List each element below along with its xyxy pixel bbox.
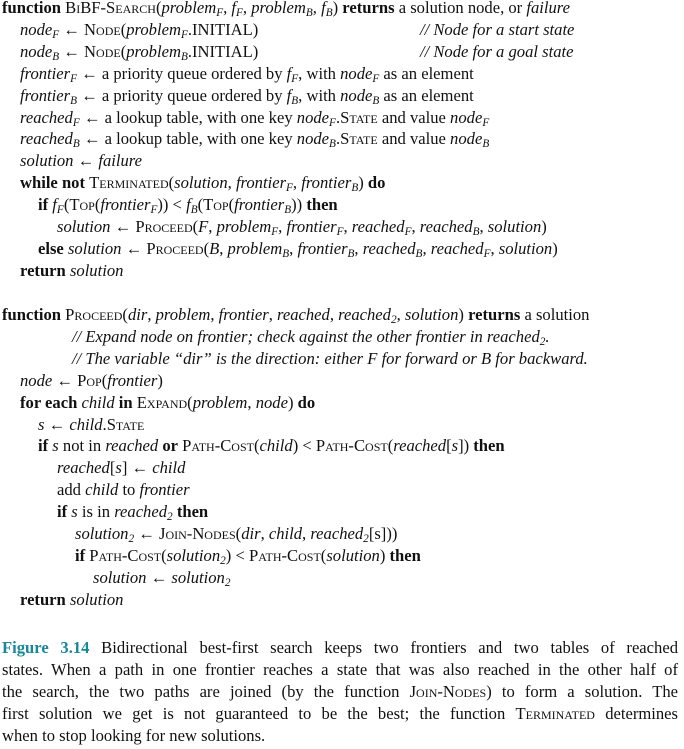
caption-line-1 (2, 659, 678, 681)
text: ← (44, 414, 70, 434)
function-name: Pop (77, 370, 102, 390)
text: , (292, 173, 302, 193)
function-name: Path-Cost (182, 436, 254, 456)
code-line (2, 0, 570, 18)
subscript: F (329, 116, 336, 129)
variable: child (268, 524, 303, 543)
variable: f (321, 0, 326, 17)
variable: reached (362, 238, 416, 258)
text: ) (332, 0, 343, 17)
code-line (20, 393, 315, 413)
function-name: Join-Nodes (409, 682, 487, 701)
variable: node (296, 129, 330, 149)
text: to (118, 480, 140, 500)
text: )) (291, 195, 307, 215)
function-name: Node (84, 19, 121, 39)
keyword: then (389, 545, 421, 565)
function-name: State (340, 129, 378, 149)
variable: solution (20, 151, 74, 171)
subscript: F (216, 7, 224, 20)
text: as an element (379, 85, 474, 105)
variable: // The variable “dir” is the direction: either F for forward or B for backward. (72, 348, 588, 368)
text: ) (287, 392, 298, 412)
keyword: function (2, 0, 62, 17)
code-comment: // Node for a goal state (420, 41, 574, 61)
subscript: B (52, 50, 60, 63)
text: a solution (520, 305, 590, 324)
text: ) (379, 545, 390, 565)
code-line (57, 502, 208, 522)
text: ← (134, 524, 160, 543)
variable: frontier (286, 217, 337, 236)
subscript: F (70, 72, 77, 85)
subscript: B (347, 248, 355, 261)
function-name: Path-Cost (315, 436, 388, 456)
code-line (2, 305, 589, 325)
variable: reached (57, 458, 110, 478)
text: ← a priority queue ordered by (76, 63, 287, 83)
variable: node (450, 107, 483, 127)
function-name: Terminated (515, 704, 595, 723)
text: , (396, 305, 405, 324)
text: , (219, 238, 228, 258)
variable: child (81, 392, 115, 412)
keyword: else (38, 238, 64, 258)
variable: frontier (100, 195, 151, 215)
code-line (20, 42, 258, 62)
text: , (411, 217, 420, 236)
subscript: B (329, 138, 336, 151)
subscript: F (336, 226, 344, 239)
text: , (242, 0, 252, 17)
keyword: if (38, 436, 49, 456)
variable: failure (526, 0, 570, 17)
variable: s (38, 414, 45, 434)
text: ← (59, 41, 85, 61)
text: ( (155, 0, 162, 17)
text: , (210, 305, 219, 324)
subscript: F (286, 182, 293, 195)
text: ) < (292, 436, 316, 456)
keyword: if (38, 195, 49, 215)
keyword: if (57, 502, 68, 522)
variable: child (85, 480, 119, 500)
keyword: returns (468, 305, 521, 324)
text: , (343, 217, 352, 236)
text: ( (94, 195, 101, 215)
text: and value (377, 129, 451, 149)
text: determines (594, 704, 678, 723)
subscript: B (305, 7, 313, 20)
text: ) < (225, 545, 249, 565)
variable: frontier (234, 195, 285, 215)
subscript: 2 (539, 336, 546, 349)
text: ← (59, 19, 85, 39)
variable: s (71, 502, 78, 522)
subscript: B (282, 248, 290, 261)
text: ← (73, 151, 99, 171)
text: ( (122, 305, 128, 324)
text: the search, the two paths are joined (by the function (2, 682, 410, 701)
code-line (20, 261, 123, 281)
variable: solution (487, 217, 542, 236)
text: ( (253, 436, 260, 456)
variable: s (52, 436, 59, 456)
text: )) < (157, 195, 187, 215)
code-line (20, 590, 123, 610)
text: [s])) (368, 524, 398, 543)
text: , (147, 305, 156, 324)
variable: reached (114, 502, 168, 522)
subscript: 2 (224, 576, 231, 589)
function-name: Terminated (89, 173, 169, 193)
variable: problem (155, 305, 211, 324)
text: ) (458, 305, 469, 324)
variable: solution (498, 238, 553, 258)
variable: f (231, 0, 237, 17)
text: is in (77, 502, 115, 522)
variable: reached (20, 107, 73, 127)
variable: node (450, 129, 483, 149)
function-name: BiBF-Search (65, 0, 156, 17)
text: ( (120, 41, 127, 61)
code-line (38, 195, 338, 215)
code-line (57, 458, 185, 478)
subscript: F (236, 7, 243, 20)
code-line (20, 151, 142, 171)
text: , (354, 238, 363, 258)
text: ← (121, 238, 147, 258)
variable: frontier (20, 85, 71, 105)
variable: solution (166, 545, 221, 565)
subscript: B (351, 182, 359, 195)
variable: solution (404, 305, 459, 324)
function-name: Expand (136, 392, 188, 412)
variable: frontier (235, 173, 287, 193)
text: ( (161, 545, 167, 565)
function-name: Path-Cost (248, 545, 321, 565)
variable: solution (75, 524, 129, 543)
text: ← a lookup table, with one key (79, 107, 297, 127)
variable: dir (241, 524, 261, 543)
text: ← a lookup table, with one key (79, 129, 297, 149)
variable: solution (93, 567, 147, 587)
variable: solution (174, 173, 228, 193)
variable: reached (310, 524, 364, 543)
variable: node (255, 392, 288, 412)
text: .INITIAL) (187, 19, 259, 39)
code-line (72, 327, 550, 347)
text: , (278, 217, 287, 236)
text: .INITIAL) (187, 41, 259, 61)
keyword: if (75, 545, 86, 565)
text: ( (192, 217, 199, 236)
variable: child (259, 436, 293, 456)
code-line (57, 480, 190, 500)
subscript: F (52, 29, 60, 42)
text: ( (120, 19, 127, 39)
code-line (20, 64, 474, 84)
subscript: 2 (220, 555, 226, 568)
text: ( (101, 370, 108, 390)
keyword: for each (20, 392, 78, 412)
keyword: function (2, 305, 62, 324)
code-line (75, 524, 397, 544)
subscript: F (291, 72, 299, 85)
variable: B (209, 238, 220, 258)
function-name: Proceed (146, 238, 204, 258)
text: ) to form a solution. The (486, 682, 678, 701)
text: ( (235, 524, 242, 543)
text: , (268, 305, 277, 324)
variable: child (69, 414, 103, 434)
text: , (227, 173, 236, 193)
function-name: Proceed (135, 217, 193, 236)
text: , (302, 524, 311, 543)
caption-line-2 (2, 681, 678, 703)
subscript: B (325, 7, 333, 20)
variable: problem (216, 217, 272, 236)
text: , (208, 217, 217, 236)
text: ) (541, 217, 547, 236)
code-line (75, 546, 421, 566)
text: ( (320, 545, 327, 565)
variable: node (340, 85, 373, 105)
text: ← a priority queue ordered by (76, 85, 287, 105)
text: , (490, 238, 499, 258)
text: , (422, 238, 431, 258)
text: ) (552, 238, 558, 258)
variable: solution (57, 217, 111, 236)
keyword: then (306, 195, 338, 215)
subscript: B (72, 138, 80, 151)
variable: problem (192, 392, 248, 412)
subscript: F (180, 29, 188, 42)
caption-line-4 (2, 725, 678, 747)
variable: problem (126, 41, 181, 61)
variable: failure (98, 151, 143, 171)
function-name: Top (69, 195, 95, 215)
text: ( (203, 238, 210, 258)
text: ) (358, 173, 368, 193)
keyword: then (176, 502, 209, 522)
variable: reached (277, 305, 330, 324)
keyword: then (473, 436, 505, 456)
text: not in (58, 436, 106, 456)
text: , (289, 238, 298, 258)
text: ( (197, 195, 204, 215)
variable: problem (161, 0, 217, 17)
variable: reached (419, 217, 473, 236)
variable: frontier (297, 238, 348, 258)
text: , with (298, 85, 341, 105)
subscript: B (372, 94, 380, 107)
code-line (20, 108, 489, 128)
variable: . (545, 326, 550, 346)
subscript: B (180, 50, 188, 63)
code-line (20, 173, 385, 193)
subscript: F (56, 204, 64, 217)
variable: node (340, 63, 373, 83)
text: . (335, 129, 341, 149)
text: ]) (458, 436, 474, 456)
keyword: in (118, 392, 133, 412)
variable: s (451, 436, 459, 456)
variable: F (198, 217, 209, 236)
subscript: B (472, 226, 480, 239)
text: ] ← (121, 458, 153, 478)
subscript: B (482, 138, 490, 151)
code-line (38, 239, 558, 259)
variable: problem (227, 238, 283, 258)
code-line (20, 20, 258, 40)
subscript: F (404, 226, 412, 239)
subscript: F (271, 226, 279, 239)
text: [ (446, 436, 452, 456)
text: add (57, 480, 86, 500)
variable: problem (126, 19, 181, 39)
variable: reached (338, 305, 391, 324)
function-name: Path-Cost (89, 545, 162, 565)
variable: // Expand node on frontier; check against the other frontier in reached (72, 326, 540, 346)
code-line (20, 86, 474, 106)
text: and value (377, 107, 451, 127)
text: ← (146, 567, 172, 587)
subscript: 2 (363, 533, 369, 546)
variable: solution (171, 567, 225, 587)
text: , (223, 0, 232, 17)
text: , (479, 217, 488, 236)
variable: frontier (139, 480, 190, 500)
variable: dir (127, 305, 148, 324)
text: , (260, 524, 269, 543)
variable: reached (351, 217, 405, 236)
subscript: B (284, 204, 292, 217)
text: a solution node, or (394, 0, 527, 17)
variable: f (286, 85, 292, 105)
code-comment: // Node for a start state (420, 19, 575, 39)
text: states. When a path in one frontier reaches a state that was also reached in the other half of (2, 660, 678, 679)
text: . (102, 414, 107, 434)
text: ( (168, 173, 175, 193)
text: , (312, 0, 322, 17)
code-line (20, 371, 163, 391)
code-line (72, 349, 588, 369)
variable: frontier (20, 63, 71, 83)
text: ( (387, 436, 394, 456)
variable: f (186, 195, 191, 215)
variable: reached (393, 436, 447, 456)
function-name: Proceed (65, 305, 123, 324)
text: ← (110, 217, 136, 236)
keyword: return (20, 260, 66, 280)
text: , (247, 392, 256, 412)
text: when to stop looking for new solutions. (2, 726, 266, 745)
code-line (93, 568, 231, 588)
variable: frontier (218, 305, 269, 324)
variable: solution (69, 260, 124, 280)
code-line (20, 129, 489, 149)
variable: node (20, 19, 53, 39)
text: [ (109, 458, 116, 478)
keyword: do (367, 173, 386, 193)
text: , (329, 305, 339, 324)
subscript: B (291, 94, 299, 107)
variable: node (20, 370, 53, 390)
variable: frontier (301, 173, 352, 193)
variable: child (152, 458, 186, 478)
caption-line-0 (2, 637, 678, 659)
text: ) (157, 370, 163, 390)
variable: node (296, 107, 330, 127)
code-line (57, 217, 547, 237)
function-name: Top (203, 195, 229, 215)
variable: s (115, 458, 122, 478)
subscript: F (150, 204, 158, 217)
subscript: F (482, 116, 490, 129)
subscript: B (415, 248, 423, 261)
variable: f (52, 195, 57, 215)
subscript: F (483, 248, 491, 261)
variable: solution (69, 589, 124, 609)
text: ( (228, 195, 235, 215)
variable: solution (326, 545, 380, 565)
function-name: State (106, 414, 145, 434)
variable: reached (430, 238, 484, 258)
text: as an element (379, 63, 474, 83)
function-name: Node (84, 41, 121, 61)
code-line (38, 415, 144, 435)
text: ( (63, 195, 70, 215)
figure-caption (2, 637, 678, 747)
variable: frontier (107, 370, 158, 390)
figure-label: Figure 3.14 (2, 638, 90, 657)
text: first solution we get is not guaranteed to be the best; the function (2, 704, 516, 723)
keyword: while not (20, 173, 85, 193)
caption-line-3 (2, 703, 678, 725)
variable: f (286, 63, 292, 83)
keyword: return (20, 589, 66, 609)
variable: solution (67, 238, 122, 258)
variable: problem (251, 0, 306, 17)
variable: node (20, 41, 53, 61)
keyword: returns (342, 0, 395, 17)
subscript: F (372, 72, 380, 85)
text: ← (52, 370, 78, 390)
subscript: B (70, 94, 77, 107)
text: . (335, 107, 341, 127)
text: ( (187, 392, 193, 412)
function-name: State (340, 107, 378, 127)
subscript: F (72, 116, 80, 129)
keyword: do (297, 392, 316, 412)
text: , with (298, 63, 341, 83)
subscript: 2 (167, 511, 173, 524)
subscript: 2 (128, 533, 135, 546)
function-name: Join-Nodes (159, 524, 236, 543)
variable: reached (20, 129, 73, 149)
subscript: 2 (390, 314, 397, 327)
text: Bidirectional best-first search keeps two frontiers and two tables of reached (101, 638, 678, 657)
keyword: or (162, 436, 178, 456)
code-line (38, 436, 505, 456)
subscript: B (190, 204, 198, 217)
variable: reached (105, 436, 159, 456)
